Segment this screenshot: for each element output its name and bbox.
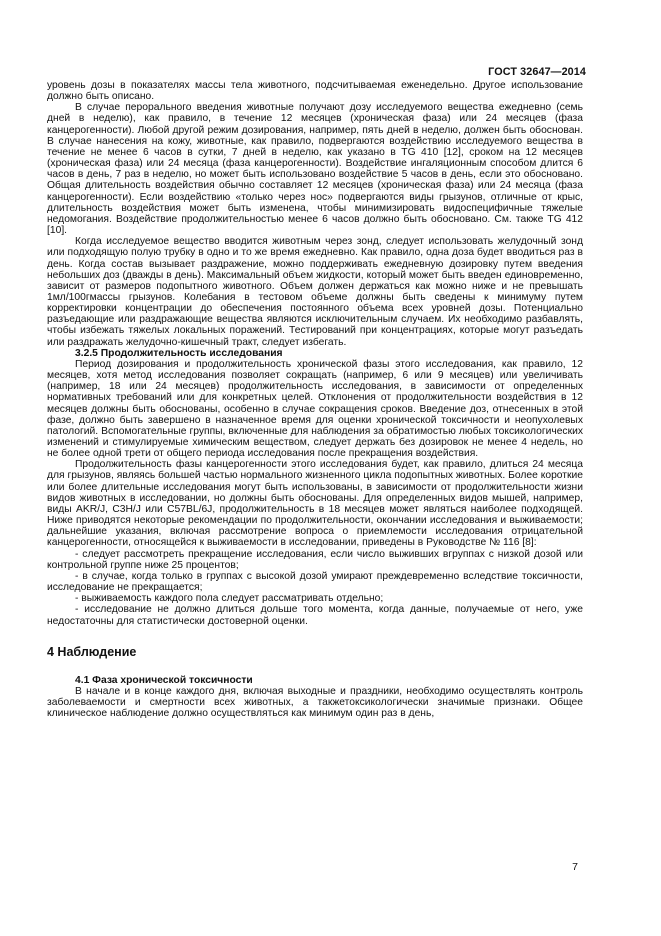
paragraph: В начале и в конце каждого дня, включая выходные и праздники, необходимо осуществлять контроль заболеваемости и смертности всех животных, а такжетоксикологически значимые признаки. Общее клиническое наблюдение должно осуществляться как минимум один раз в день, <box>47 685 583 720</box>
list-item: - исследование не должно длиться дольше того момента, когда данные, получаемые от него, уже недостаточны для статистически достоверной оценки. <box>47 604 583 627</box>
section-heading: 4 Наблюдение <box>47 644 137 659</box>
list-item: - в случае, когда только в группах с высокой дозой умирают преждевременно вследствие токсичности, исследование не прекращается; <box>47 570 583 594</box>
standard-number: ГОСТ 32647—2014 <box>488 66 586 78</box>
paragraph: Продолжительность фазы канцерогенности этого исследования будет, как правило, длиться 24 месяца для грызунов, являясь большей частью нормального жизненного цикла подопытных животных. Более короткие или более длительные исследования могут быть использованы, в зависимости от продолжительности жизни видов животных в исследовании, но должны быть обоснованы. Для определенных видов мышей, например, виды AKR/J, C3H/J или C57BL/6J, продолжительность в 18 месяцев может являться наиболее подходящей. Ниже приводятся некоторые рекомендации по продолжительности, окончании исследования и выживаемости; дальнейшие указания, включая рассмотрение вопроса о приемлемости исследования отрицательной канцерогенности, относящейся к выживаемости в исследовании, приведены в Руководстве № 116 [8]: <box>47 459 583 549</box>
paragraph: уровень дозы в показателях массы тела животного, подсчитываемая еженедельно. Другое использование должно быть описано. <box>47 80 583 103</box>
document-body <box>47 80 583 719</box>
page-number: 7 <box>572 861 578 873</box>
paragraph: Когда исследуемое вещество вводится животным через зонд, следует использовать желудочный зонд или подходящую полую трубку в одно и то же время ежедневно. Как правило, одна доза будет вводиться раз в день. Когда состав вызывает раздражение, можно поддерживать ежедневную дозировку путем введения небольших доз (дважды в день). Максимальный объем жидкости, который может быть введен единовременно, зависит от размеров подопытного животного. Объем должен держаться как можно ниже и не превышать 1мл/100гмассы грызунов. Колебания в тестовом объеме должны быть сведены к минимуму путем корректировки концентрации до обеспечения постоянного объема всех уровней дозы. Потенциально разъедающие или раздражающие вещества являются исключительным случаем. Их необходимо разбавлять, чтобы избежать тяжелых локальных поражений. Тестирований при концентрациях, которые могут разъедать или раздражать желудочно-кишечный тракт, следует избегать. <box>47 236 583 348</box>
paragraph: В случае перорального введения животные получают дозу исследуемого вещества ежедневно (семь дней в неделю), как правило, в течение 12 месяцев (хроническая фаза) или 24 месяцев (фаза канцерогенности). Любой другой режим дозирования, например, пять дней в неделю, должен быть обоснован. В случае нанесения на кожу, животные, как правило, подвергаются воздействию исследуемого вещества в течение не менее 6 часов в сутки, 7 дней в неделю, как указано в TG 410 [12], сроком на 12 месяцев (хроническая фаза) или 24 месяца (фаза канцерогенности). Воздействие ингаляционным способом длится 6 часов в день, 7 раз в неделю, но может быть использовано воздействие 5 часов в день, если это обосновано. Общая длительность воздействия обычно составляет 12 месяцев (хроническая фаза) или 24 месяца (фаза канцерогенности). Если воздействию «только через нос» подвергаются виды грызунов, отличные от крыс, длительность воздействия может быть изменена, чтобы минимизировать видоспецифичные тяжелые недомогания. Воздействие продолжительностью менее 6 часов должно быть обосновано. См. также TG 412 [10]. <box>47 102 583 237</box>
list-item: - выживаемость каждого пола следует рассматривать отдельно; <box>75 593 384 605</box>
subsection-heading: 3.2.5 Продолжительность исследования <box>75 347 283 359</box>
subsection-heading: 4.1 Фаза хронической токсичности <box>75 674 253 686</box>
paragraph: Период дозирования и продолжительность хронической фазы этого исследования, как правило, 12 месяцев, хотя метод исследования позволяет сокращать (например, 6 или 9 месяцев) или увеличивать (например, 18 или 24 месяцев) продолжительность исследования, в зависимости от определенных нормативных требований или для конкретных целей. Отклонения от продолжительности воздействия в 12 месяцев должны быть обоснованы, особенно в случае сокращения сроков. Введение доз, отнесенных в этой фазе, должно быть завершено в назначенное время для оценки хронической токсичности и неопухолевых патологий. Вспомогательные группы, включенные для наблюдения за обратимостью любых токсикологических изменений и стимулируемые химическим веществом, следует держать без дозировок не менее 4 недель, но не более одной трети от общего периода исследования после прекращения воздействия. <box>47 358 583 460</box>
list-item: - следует рассмотреть прекращение исследования, если число выживших вгруппах с низкой дозой или контрольной группе ниже 25 процентов; <box>47 548 583 571</box>
